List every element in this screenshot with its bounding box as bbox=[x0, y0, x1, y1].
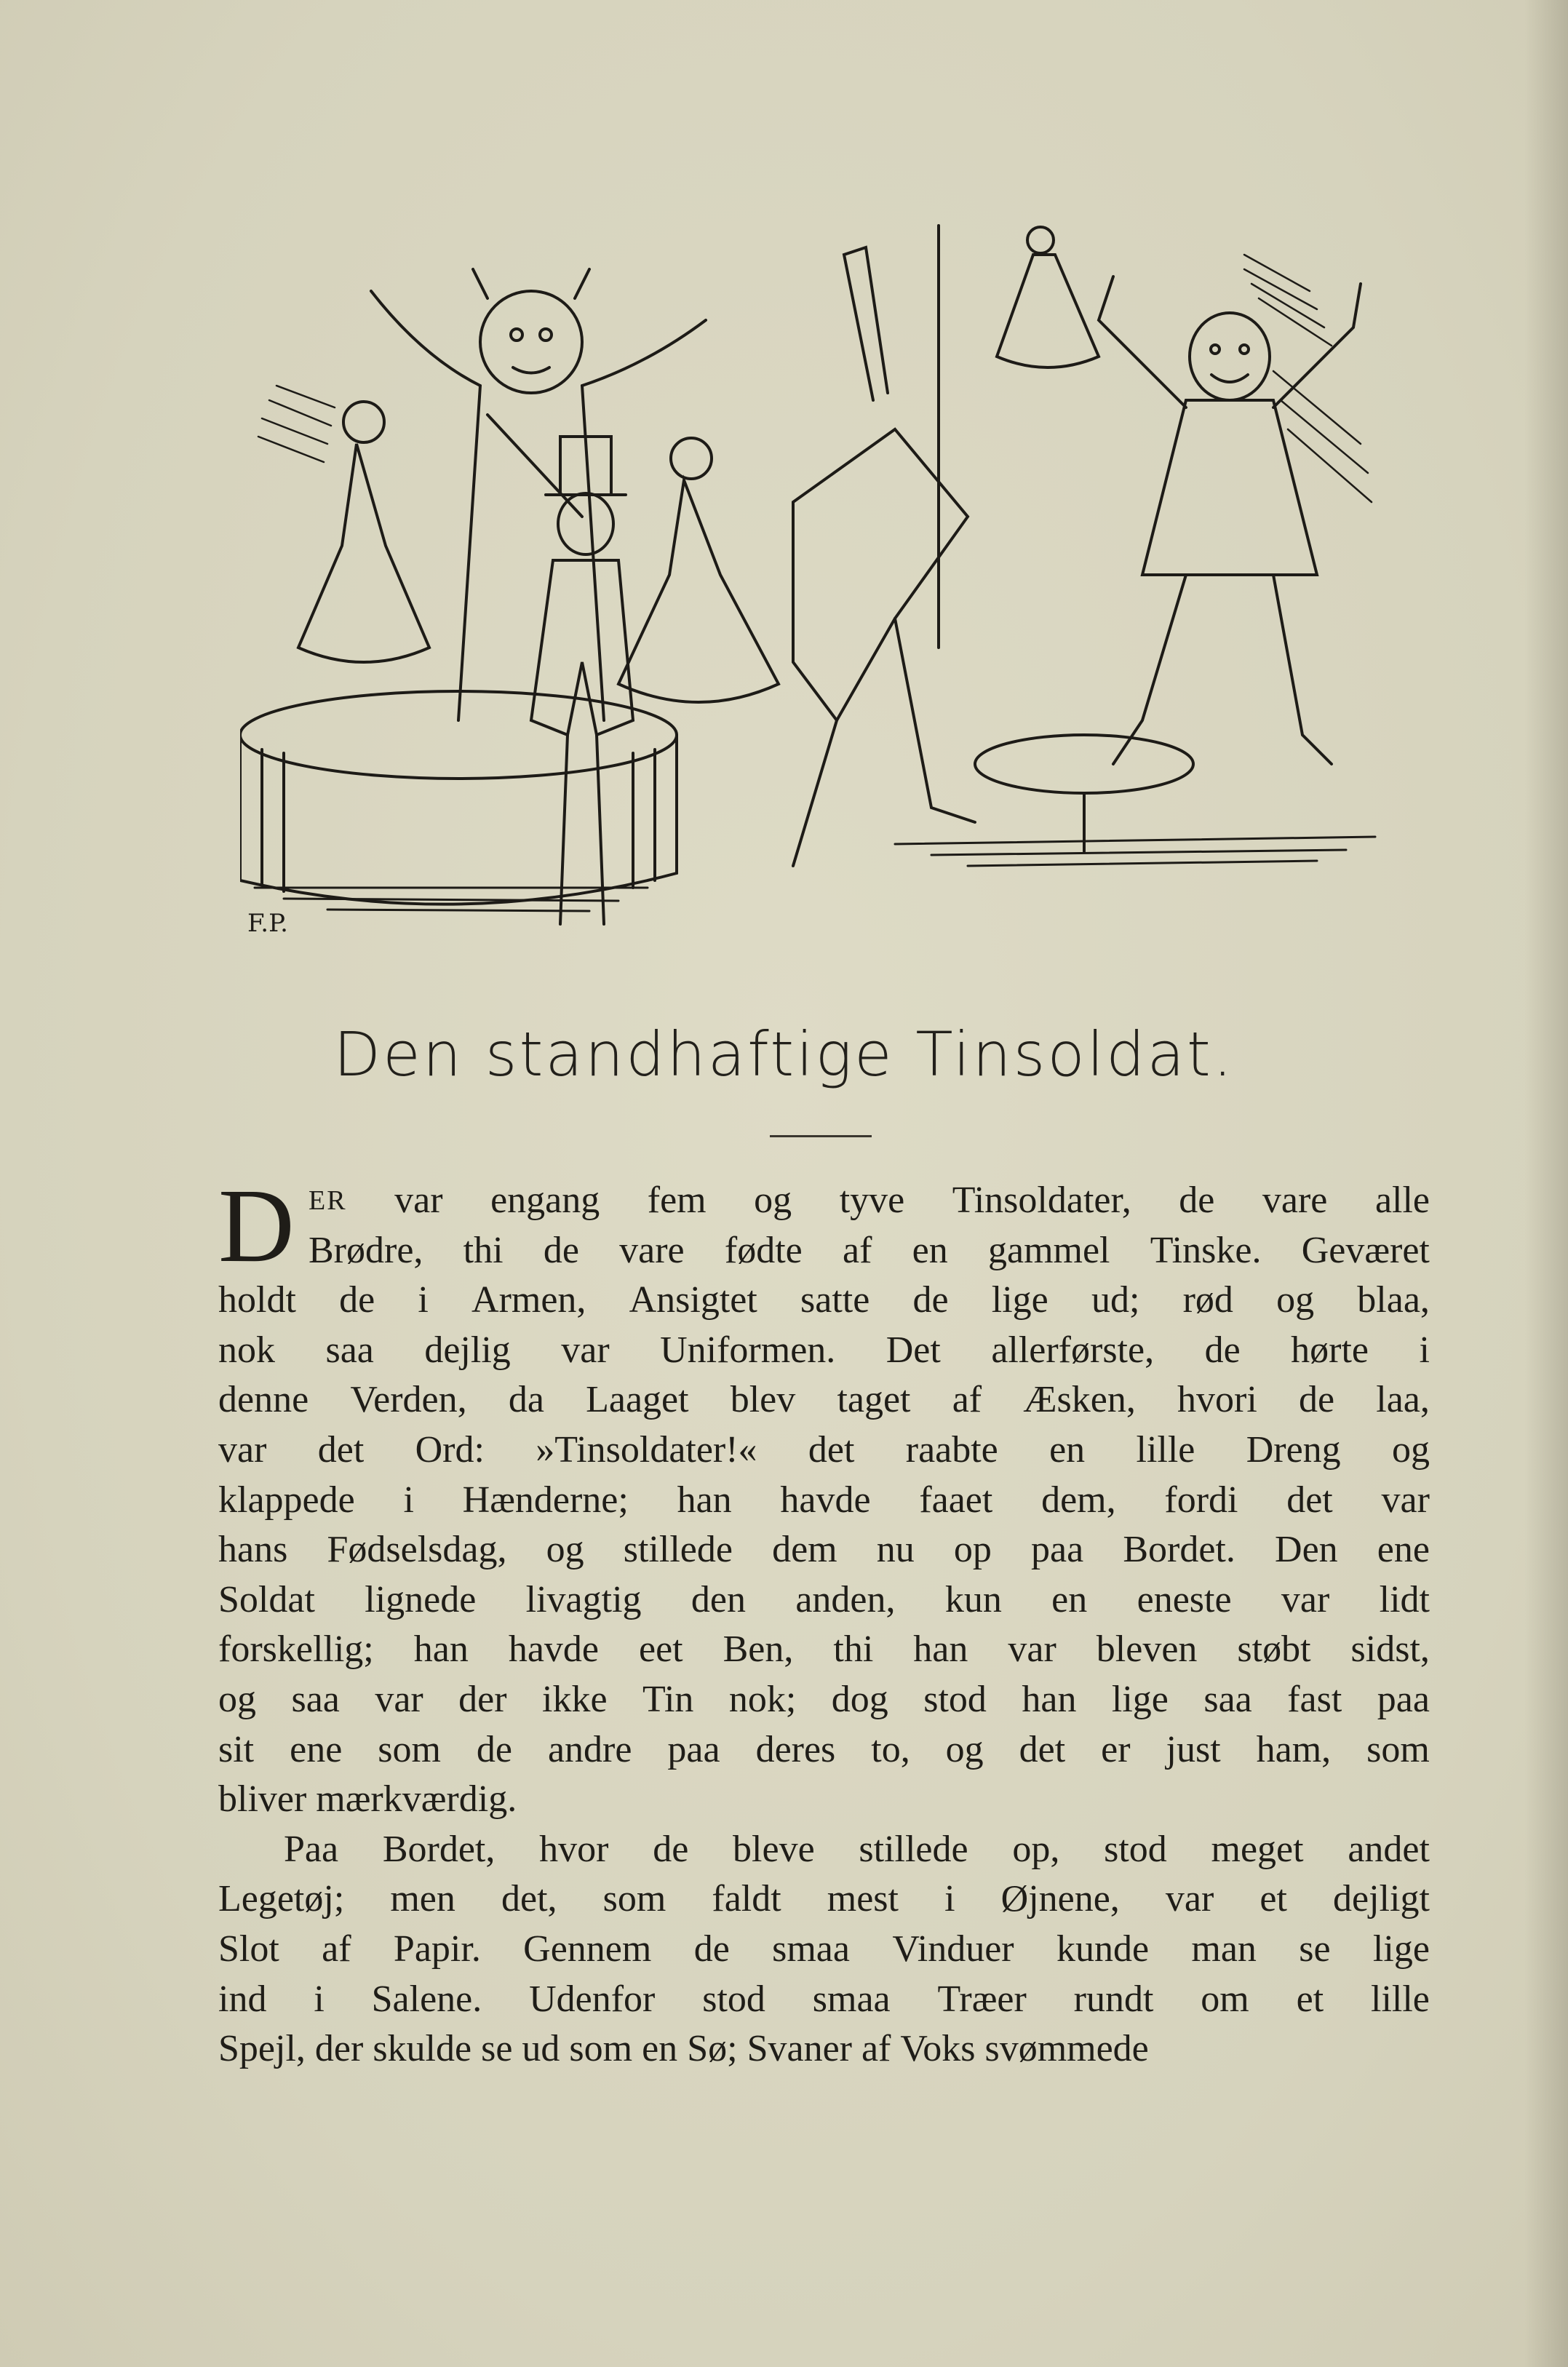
text-line: bliver mærkværdig. bbox=[218, 1778, 517, 1821]
text-line: denne Verden, da Laaget blev taget af Æsken, hvori de laa, bbox=[218, 1379, 1430, 1421]
jack-figure bbox=[371, 269, 706, 720]
background-hatching bbox=[258, 255, 1372, 502]
text-line: Spejl, der skulde se ud som en Sø; Svaner af Voks svømmede bbox=[218, 2028, 1149, 2070]
text-line: Paa Bordet, hvor de bleve stillede op, stod meget andet bbox=[284, 1828, 1430, 1870]
tumbling-figure bbox=[793, 247, 975, 866]
text-line: Legetøj; men det, som faldt mest i Øjnene, var et dejligt bbox=[218, 1878, 1430, 1920]
text-line: Soldat lignede livagtig den anden, kun en eneste var lidt bbox=[218, 1578, 1430, 1620]
dancer-top bbox=[997, 227, 1099, 367]
text-line: forskellig; han havde eet Ben, thi han var bleven støbt sidst, bbox=[218, 1628, 1430, 1671]
round-box bbox=[240, 691, 677, 904]
text-line: klappede i Hænderne; han havde faaet dem, fordi det var bbox=[218, 1479, 1430, 1521]
story-title: Den standhaftige Tinsoldat. bbox=[333, 1019, 1235, 1090]
title-divider bbox=[770, 1135, 872, 1137]
text-line: hans Fødselsdag, og stillede dem nu op paa Bordet. Den ene bbox=[218, 1529, 1430, 1571]
spinning-top bbox=[975, 735, 1193, 851]
boy-figure bbox=[531, 437, 633, 924]
text-line: nok saa dejlig var Uniformen. Det allerførste, de hørte i bbox=[218, 1329, 1430, 1371]
text-line: ind i Salene. Udenfor stod smaa Træer rundt om et lille bbox=[218, 1978, 1430, 2020]
story-body bbox=[218, 1168, 1430, 2074]
text-line: var det Ord: »Tinsoldater!« det raabte en lille Dreng og bbox=[218, 1428, 1430, 1471]
text-line: og saa var der ikke Tin nok; dog stod han lige saa fast paa bbox=[218, 1678, 1430, 1720]
artist-signature: F.P. bbox=[247, 909, 288, 938]
engraving-illustration bbox=[240, 211, 1404, 953]
floor-hatching bbox=[255, 837, 1375, 911]
jointed-doll bbox=[1099, 277, 1361, 764]
text-line: holdt de i Armen, Ansigtet satte de lige ud; rød og blaa, bbox=[218, 1279, 1430, 1321]
text-line: Brødre, thi de vare fødte af en gammel Tinske. Geværet bbox=[309, 1229, 1430, 1271]
text-line: sit ene som de andre paa deres to, og det er just ham, som bbox=[218, 1728, 1430, 1770]
drop-cap: D bbox=[218, 1168, 295, 1284]
page-edge-shadow bbox=[1524, 0, 1568, 2367]
text-line: ER var engang fem og tyve Tinsoldater, de vare alle bbox=[309, 1179, 1430, 1221]
dancer-middle bbox=[618, 438, 779, 702]
text-line: Slot af Papir. Gennem de smaa Vinduer kunde man se lige bbox=[218, 1928, 1430, 1970]
